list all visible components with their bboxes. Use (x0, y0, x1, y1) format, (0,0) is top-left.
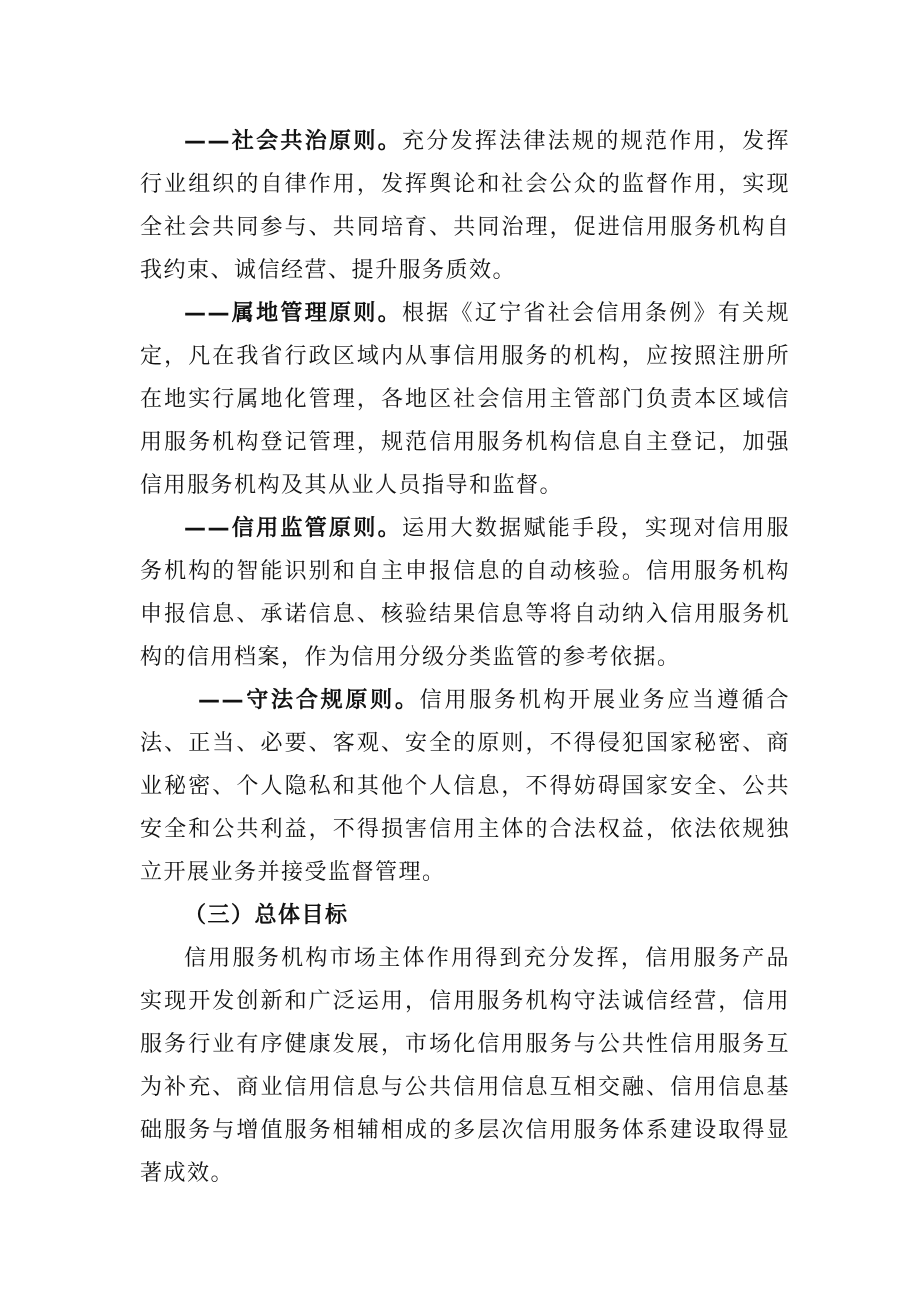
principle-body: 充分发挥法律法规的规范作用，发挥行业组织的自律作用，发挥舆论和社会公众的监督作用，实现全社会共同参与、共同培育、共同治理，促进信用服务机构自我约束、诚信经营、提升服务质效。 (140, 129, 790, 283)
principle-body: 信用服务机构开展业务应当遵循合法、正当、必要、客观、安全的原则，不得侵犯国家秘密、商业秘密、个人隐私和其他个人信息，不得妨碍国家安全、公共安全和公共利益，不得损害信用主体的合法权益，依法依规独立开展业务并接受监督管理。 (140, 688, 790, 885)
principle-social-governance (140, 120, 790, 292)
principle-title: ——社会共治原则。 (184, 129, 402, 154)
principle-body: 运用大数据赋能手段，实现对信用服务机构的智能识别和自主申报信息的自动核验。信用服务机构申报信息、承诺信息、核验结果信息等将自动纳入信用服务机构的信用档案，作为信用分级分类监管的参考依据。 (140, 516, 790, 670)
principle-title: ——守法合规原则。 (198, 688, 420, 713)
principle-territorial-management (140, 292, 790, 507)
principle-credit-supervision (140, 507, 790, 679)
principle-title: ——信用监管原则。 (184, 516, 402, 541)
section-body: 信用服务机构市场主体作用得到充分发挥，信用服务产品实现开发创新和广泛运用，信用服务机构守法诚信经营，信用服务行业有序健康发展，市场化信用服务与公共性信用服务互为补充、商业信用信息与公共信用信息互相交融、信用信息基础服务与增值服务相辅相成的多层次信用服务体系建设取得显著成效。 (140, 946, 790, 1186)
principle-body: 根据《辽宁省社会信用条例》有关规定，凡在我省行政区域内从事信用服务的机构，应按照注册所在地实行属地化管理，各地区社会信用主管部门负责本区域信用服务机构登记管理，规范信用服务机构信息自主登记，加强信用服务机构及其从业人员指导和监督。 (140, 301, 790, 498)
document-body (140, 120, 790, 1195)
principle-legal-compliance (140, 679, 790, 894)
principle-title: ——属地管理原则。 (184, 301, 402, 326)
section-heading: （三）总体目标 (184, 903, 349, 928)
